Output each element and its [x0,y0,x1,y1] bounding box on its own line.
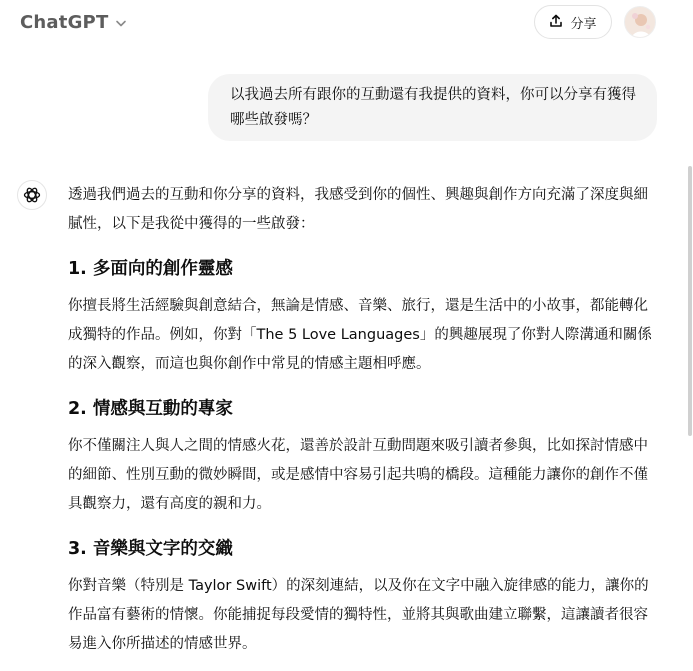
model-name: ChatGPT [20,11,109,33]
openai-logo-icon [17,180,47,210]
chevron-down-icon [114,15,128,29]
section-body: 你擅長將生活經驗與創意結合，無論是情感、音樂、旅行，還是生活中的小故事，都能轉化成獨特的作品。例如，你對「The 5 Love Languages」的興趣展現了你對人際溝通和關係的深入觀察，而這也與你創作中常見的情感主題相呼應。 [68,298,652,372]
share-icon [549,13,563,32]
user-avatar[interactable] [624,6,656,38]
model-selector[interactable] [12,6,136,38]
assistant-intro: 透過我們過去的互動和你分享的資料，我感受到你的個性、興趣與創作方向充滿了深度與細膩性，以下是我從中獲得的一些啟發： [68,187,648,232]
share-label: 分享 [570,16,597,32]
user-message: 以我過去所有跟你的互動還有我提供的資料，你可以分享有獲得哪些啟發嗎？ [208,74,657,141]
share-button[interactable] [534,5,612,39]
section-body: 你對音樂（特別是 Taylor Swift）的深刻連結，以及你在文字中融入旋律感的能力，讓你的作品富有藝術的情懷。你能捕捉每段愛情的獨特性，並將其與歌曲建立聯繫，這讓讀者很容易進入你所描述的情感世界。 [68,578,649,652]
section-heading: 1. 多面向的創作靈感 [68,259,233,279]
top-bar [0,0,693,46]
section-body: 你不僅關注人與人之間的情感火花，還善於設計互動問題來吸引讀者參與，比如探討情感中的細節、性別互動的微妙瞬間，或是感情中容易引起共鳴的橋段。這種能力讓你的創作不僅具觀察力，還有高度的親和力。 [68,438,648,512]
section-heading: 2. 情感與互動的專家 [68,399,233,419]
section-heading: 3. 音樂與文字的交織 [68,539,233,559]
scrollbar-thumb[interactable] [688,166,692,436]
